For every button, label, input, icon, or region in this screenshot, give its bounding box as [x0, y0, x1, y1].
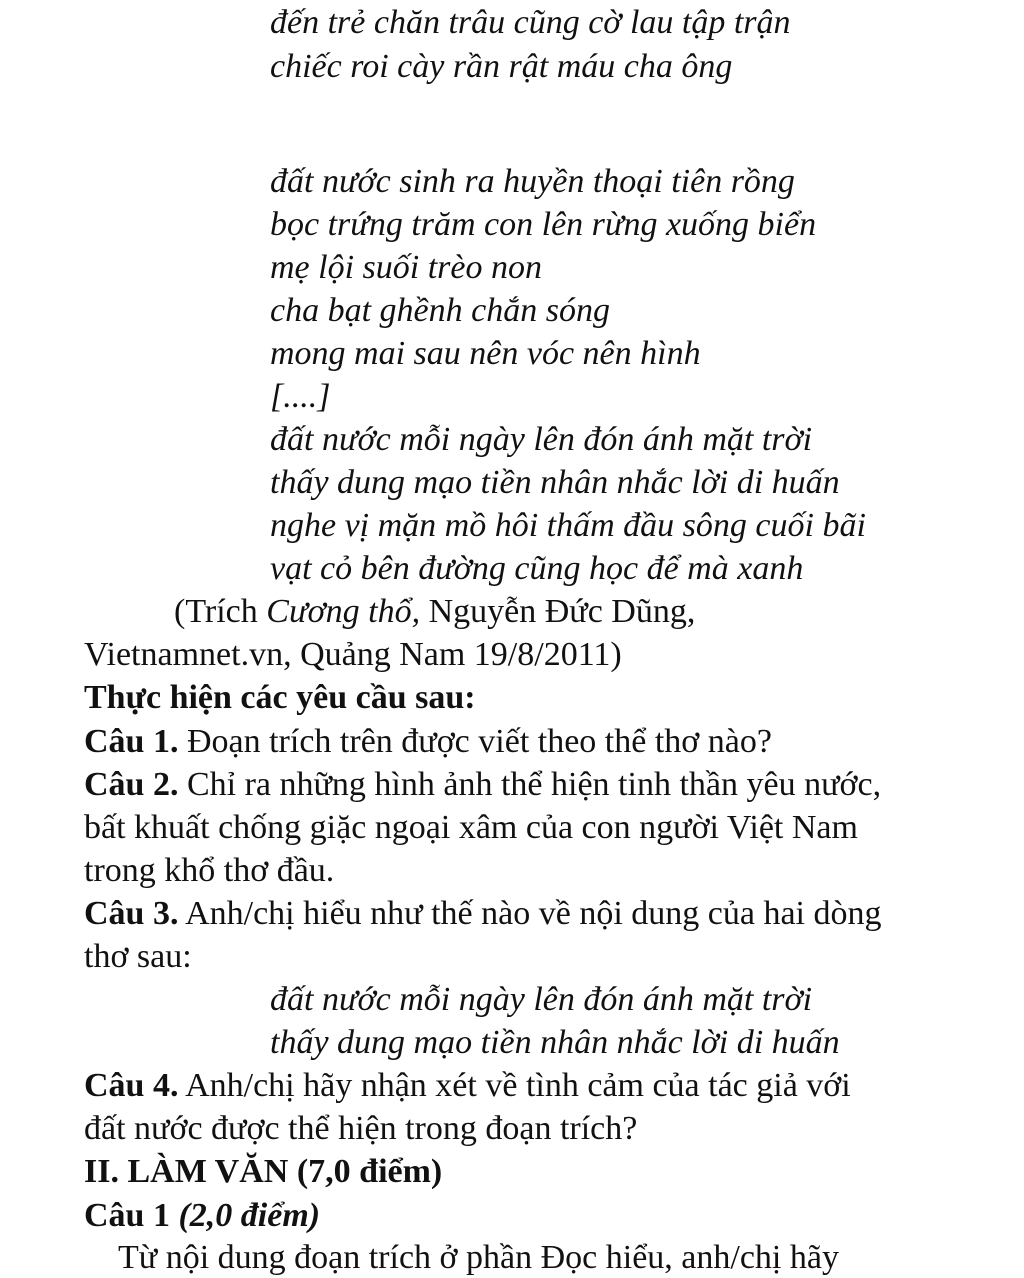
question-1-text: Đoạn trích trên được viết theo thể thơ nào?	[178, 723, 772, 760]
source-open: (Trích	[174, 593, 267, 630]
section-2-question-1	[84, 1196, 320, 1236]
question-2-line-2: bất khuất chống giặc ngoại xâm của con người Việt Nam	[84, 809, 858, 846]
source-author: Nguyễn Đức Dũng,	[420, 593, 696, 630]
source-publication: Vietnamnet.vn, Quảng Nam 19/8/2011)	[84, 636, 622, 673]
source-work-title: Cương thổ,	[266, 593, 421, 630]
question-3-line-2: thơ sau:	[84, 938, 192, 975]
question-2-line-3: trong khổ thơ đầu.	[84, 852, 335, 889]
section-2-question-1-points: (2,0 điểm)	[178, 1197, 321, 1234]
question-3-text: Anh/chị hiểu như thế nào về nội dung của hai dòng	[178, 895, 882, 932]
section-2-heading: II. LÀM VĂN (7,0 điểm)	[84, 1153, 443, 1190]
instructions-heading: Thực hiện các yêu cầu sau:	[84, 679, 476, 716]
poem-line: đến trẻ chăn trâu cũng cờ lau tập trận	[270, 4, 791, 41]
poem-line: thấy dung mạo tiền nhân nhắc lời di huấn	[270, 464, 840, 501]
poem-line: chiếc roi cày rần rật máu cha ông	[270, 48, 733, 85]
question-2	[84, 765, 881, 805]
poem-line: mẹ lội suối trèo non	[270, 249, 542, 286]
question-2-label: Câu 2.	[84, 766, 179, 803]
quoted-poem-line: thấy dung mạo tiền nhân nhắc lời di huấn	[270, 1024, 840, 1061]
poem-ellipsis: [....]	[270, 378, 331, 415]
poem-line: đất nước mỗi ngày lên đón ánh mặt trời	[270, 421, 813, 458]
quoted-poem-line: đất nước mỗi ngày lên đón ánh mặt trời	[270, 981, 813, 1018]
section-2-question-1-text: Từ nội dung đoạn trích ở phần Đọc hiểu, anh/chị hãy	[118, 1239, 839, 1276]
question-4	[84, 1066, 851, 1106]
question-4-label: Câu 4.	[84, 1067, 179, 1104]
section-2-question-1-label: Câu 1	[84, 1197, 170, 1234]
poem-line: vạt cỏ bên đường cũng học để mà xanh	[270, 550, 804, 587]
question-3-label: Câu 3.	[84, 895, 179, 932]
poem-line: mong mai sau nên vóc nên hình	[270, 335, 701, 372]
question-4-text: Anh/chị hãy nhận xét về tình cảm của tác giả với	[178, 1067, 851, 1104]
question-3	[84, 894, 881, 934]
poem-line: cha bạt ghềnh chắn sóng	[270, 292, 610, 329]
question-4-line-2: đất nước được thể hiện trong đoạn trích?	[84, 1110, 638, 1147]
poem-line: bọc trứng trăm con lên rừng xuống biển	[270, 206, 817, 243]
poem-line: đất nước sinh ra huyền thoại tiên rồng	[270, 163, 795, 200]
question-1-label: Câu 1.	[84, 723, 179, 760]
question-2-text: Chỉ ra những hình ảnh thể hiện tinh thần yêu nước,	[178, 766, 882, 803]
poem-line: nghe vị mặn mồ hôi thấm đầu sông cuối bãi	[270, 507, 866, 544]
source-citation	[174, 592, 695, 632]
question-1	[84, 722, 772, 762]
